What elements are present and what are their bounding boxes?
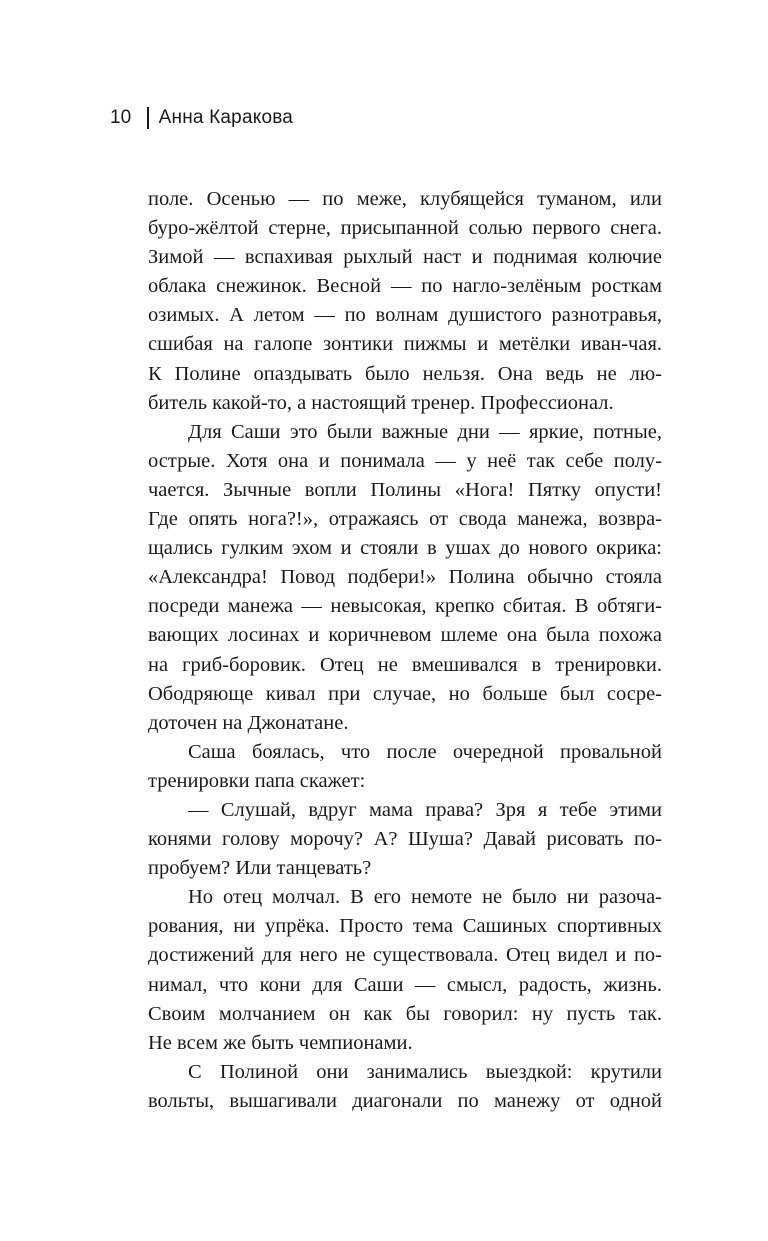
text-line: на гриб-боровик. Отец не вмешивался в тренировки. [148, 653, 662, 676]
text-line: тренировки папа скажет: [148, 769, 366, 792]
text-line: Зимой — вспахивая рыхлый наст и поднимая колючие [148, 246, 662, 269]
text-line: озимых. А летом — по волнам душистого разнотравья, [148, 304, 662, 327]
text-line: посреди манежа — невысокая, крепко сбитая. В обтяги- [148, 595, 662, 618]
text-line: чается. Зычные вопли Полины «Нога! Пятку опусти! [148, 478, 662, 501]
text-line: доточен на Джонатане. [148, 711, 349, 734]
text-line: вающих лосинах и коричневом шлеме она была похожа [148, 624, 662, 647]
text-line: «Александра! Повод подбери!» Полина обычно стояла [148, 566, 662, 589]
page-number: 10 [110, 107, 132, 128]
text-line: Где опять нога?!», отражаясь от свода манежа, возвра- [148, 508, 662, 531]
text-line: достижений для него не существовала. Отец видел и по- [148, 944, 662, 967]
text-line: острые. Хотя она и понимала — у неё так себе полу- [148, 449, 662, 472]
text-line: К Полине опаздывать было нельзя. Она ведь не лю- [148, 362, 662, 385]
text-line: вольты, вышагивали диагонали по манежу от одной [148, 1089, 662, 1112]
text-line: Не всем же быть чемпионами. [148, 1031, 413, 1054]
text-line: битель какой-то, а настоящий тренер. Профессионал. [148, 391, 614, 414]
text-line: нимал, что кони для Саши — смысл, радость, жизнь. [148, 973, 662, 996]
text-line: щались гулким эхом и стояли в ушах до нового окрика: [148, 537, 662, 560]
running-header-author: Анна Каракова [158, 107, 294, 128]
text-line: поле. Осенью — по меже, клубящейся туманом, или [148, 188, 662, 210]
running-header [110, 104, 293, 132]
text-line: — Слушай, вдруг мама права? Зря я тебе этими [188, 798, 662, 821]
text-line: сшибая на галопе зонтики пижмы и метёлки иван-чая. [148, 333, 662, 356]
text-line: С Полиной они занимались выездкой: крутили [188, 1060, 662, 1083]
text-line: рования, ни упрёка. Просто тема Сашиных спортивных [148, 915, 662, 938]
text-line: буро-жёлтой стерне, присыпанной солью первого снега. [148, 217, 662, 240]
text-line: облака снежинок. Весной — по нагло-зелёным росткам [148, 275, 662, 298]
text-line: конями голову морочу? А? Шуша? Давай рисовать по- [148, 828, 662, 851]
header-divider [147, 107, 149, 129]
text-line: Но отец молчал. В его немоте не было ни разоча- [188, 886, 662, 909]
text-line: Своим молчанием он как бы говорил: ну пусть так. [148, 1002, 662, 1025]
text-line: Ободряюще кивал при случае, но больше был сосре- [148, 682, 662, 705]
text-line: пробуем? Или танцевать? [148, 857, 372, 880]
body-text [148, 185, 662, 1116]
text-line: Саша боялась, что после очередной провальной [188, 740, 662, 763]
text-line: Для Саши это были важные дни — яркие, потные, [188, 420, 662, 443]
